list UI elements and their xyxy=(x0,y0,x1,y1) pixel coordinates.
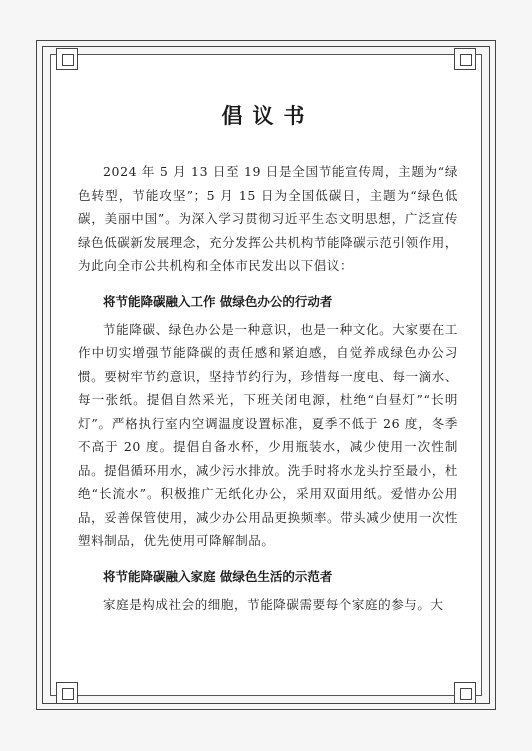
corner-ornament-top-right xyxy=(454,48,476,70)
section-body-family: 家庭是构成社会的细胞，节能降碳需要每个家庭的参与。大 xyxy=(103,596,444,612)
corner-ornament-bottom-right xyxy=(454,682,476,704)
section-body-work: 节能降碳、绿色办公是一种意识，也是一种文化。大家要在工作中切实增强节能降碳的责任感和紧迫感，自觉养成绿色办公习惯。要树牢节约意识，坚持节约行为，珍惜每一度电、每一滴水、每一张纸。提倡自然采光，下班关闭电源，杜绝“白昼灯”“长明灯”。严格执行室内空调温度设置标准，夏季不低于 26 度，冬季不高于 20 度。提倡自备水杯，少用瓶装水，减少使用一次性制品。提倡循环用水，减少污水排放。洗手时将水龙头拧至最小，杜绝“长流水”。积极推广无纸化办公，采用双面用纸。爱惜办公用品，妥善保管使用，减少办公用品更换频率。带头减少使用一次性塑料制品，优先使用可降解制品。 xyxy=(78,321,458,548)
corner-ornament-top-left xyxy=(56,48,78,70)
page-title: 倡议书 xyxy=(221,103,315,128)
section-heading-work: 将节能降碳融入工作 做绿色办公的行动者 xyxy=(103,293,333,309)
corner-ornament-bottom-left xyxy=(56,682,78,704)
intro-paragraph: 2024 年 5 月 13 日至 19 日是全国节能宣传周，主题为“绿色转型，节能攻坚”；5 月 15 日为全国低碳日，主题为“绿色低碳，美丽中国”。为深入学习贯彻习近平生态文明思想，广泛宣传绿色低碳新发展理念，充分发挥公共机构节能降碳示范引领作用，为此向全市公共机构和全体市民发出以下倡议： xyxy=(78,164,458,273)
document-content xyxy=(78,100,458,616)
section-heading-family: 将节能降碳融入家庭 做绿色生活的示范者 xyxy=(103,568,333,584)
